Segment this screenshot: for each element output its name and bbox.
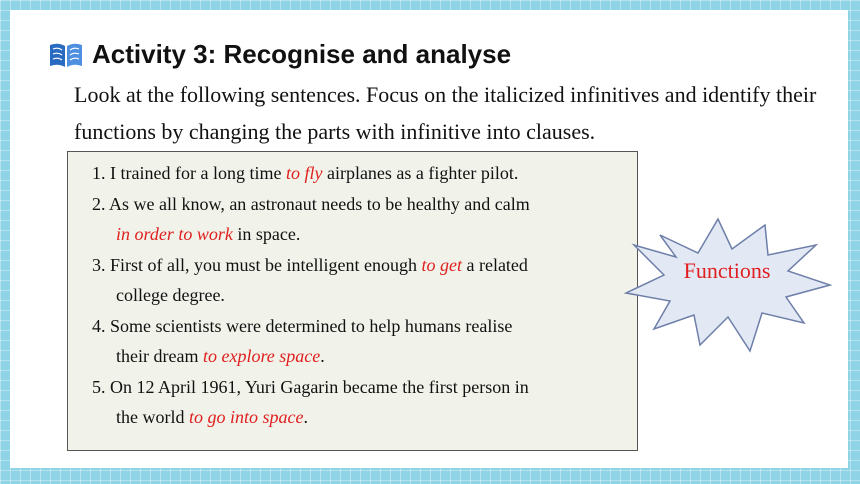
sentence-box — [67, 151, 638, 451]
sentence-continuation — [92, 219, 623, 250]
sentence-text: 5. On 12 April 1961, Yuri Gagarin became the first person in — [92, 376, 529, 397]
title-row — [48, 36, 511, 72]
infinitive-highlight: in order to work — [116, 224, 233, 244]
sentence-continuation — [92, 402, 623, 433]
open-book-icon — [48, 39, 84, 69]
infinitive-highlight: to fly — [285, 163, 323, 183]
sentence-text: . — [303, 407, 308, 427]
infinitive-highlight: to get — [421, 254, 462, 275]
sentence-text: . — [320, 346, 325, 366]
infinitive-highlight: to explore space — [202, 346, 321, 366]
sentence-text: 2. As we all know, an astronaut needs to be healthy and calm — [92, 193, 530, 214]
functions-callout-label: Functions — [683, 258, 771, 283]
sentence-text: a related — [461, 254, 528, 275]
sentence-text: airplanes as a fighter pilot. — [322, 163, 519, 183]
sentence-continuation — [92, 341, 623, 372]
sentence-text: 4. Some scientists were determined to help humans realise — [92, 315, 513, 336]
sentence-item — [92, 311, 623, 372]
sentence-item — [92, 158, 623, 189]
sentence-item — [92, 250, 623, 311]
activity-title: Activity 3: Recognise and analyse — [92, 38, 512, 69]
sentence-text: 3. First of all, you must be intelligent enough — [92, 254, 422, 275]
infinitive-highlight: to go into space — [188, 407, 304, 427]
sentence-item — [92, 189, 623, 250]
sentence-continuation: college degree. — [116, 285, 225, 305]
sentence-text: the world — [116, 407, 189, 427]
sentence-text: their dream — [116, 346, 203, 366]
sentence-text: 1. I trained for a long time — [92, 163, 286, 183]
sentence-item — [92, 372, 623, 433]
instruction-text: Look at the following sentences. Focus on the italicized infinitives and identify their functions by changing the parts with infinitive into clauses. — [74, 82, 817, 144]
sentence-text: in space. — [232, 224, 301, 244]
